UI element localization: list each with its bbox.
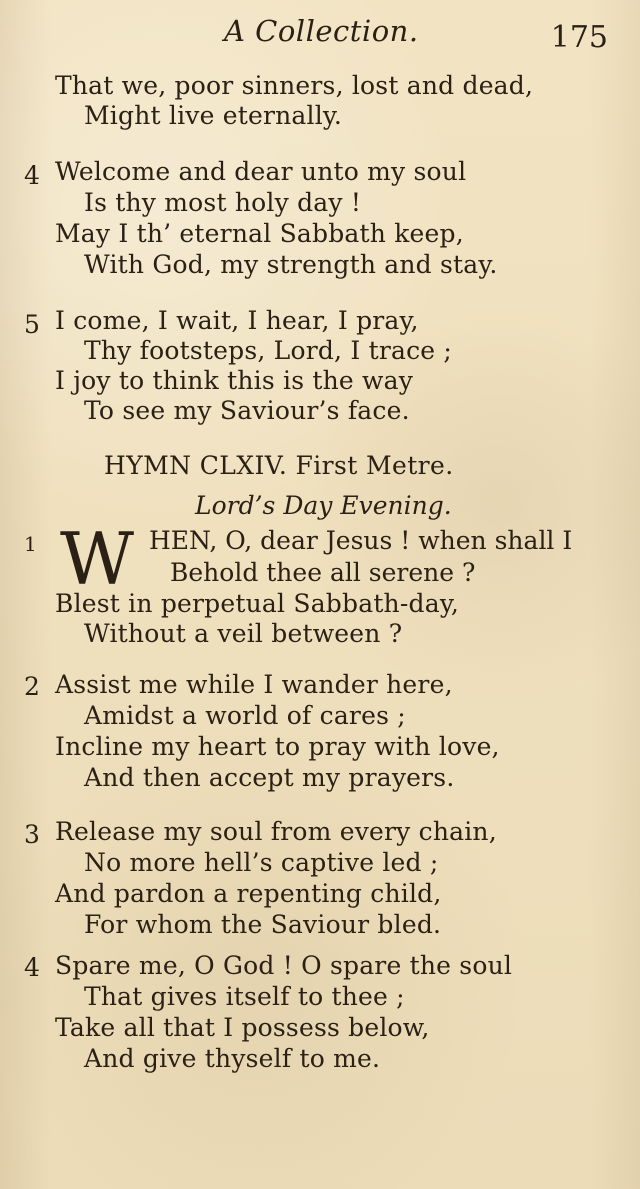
running-head: A Collection. xyxy=(224,14,419,48)
verse-line: With God, my strength and stay. xyxy=(84,250,498,279)
verse-number: 4 xyxy=(24,161,40,190)
verse-line: Release my soul from every chain, xyxy=(55,817,497,846)
verse-line: Amidst a world of cares ; xyxy=(84,701,406,730)
verse-line: No more hell’s captive led ; xyxy=(84,848,439,877)
verse-number: 1 xyxy=(24,532,37,556)
verse-line: Incline my heart to pray with love, xyxy=(55,732,500,761)
verse-line: Without a veil between ? xyxy=(84,619,403,648)
hymn-subtitle: Lord’s Day Evening. xyxy=(195,491,452,520)
verse-line: HEN, O, dear Jesus ! when shall I xyxy=(149,526,573,555)
verse-number: 5 xyxy=(24,310,40,339)
verse-line: Is thy most holy day ! xyxy=(84,188,362,217)
verse-line: To see my Saviour’s face. xyxy=(84,396,410,425)
verse-line: Blest in perpetual Sabbath-day, xyxy=(55,589,459,618)
verse-line: Behold thee all serene ? xyxy=(170,558,476,587)
verse-line: And then accept my prayers. xyxy=(84,763,455,792)
verse-line: I come, I wait, I hear, I pray, xyxy=(55,306,419,335)
verse-line: Take all that I possess below, xyxy=(55,1013,430,1042)
verse-number: 4 xyxy=(24,953,40,982)
verse-line: That we, poor sinners, lost and dead, xyxy=(55,71,534,100)
verse-line: For whom the Saviour bled. xyxy=(84,910,442,939)
verse-line: Welcome and dear unto my soul xyxy=(55,157,467,186)
verse-number: 2 xyxy=(24,672,40,701)
verse-line: And pardon a repenting child, xyxy=(55,879,442,908)
verse-line: Spare me, O God ! O spare the soul xyxy=(55,951,513,980)
verse-line: And give thyself to me. xyxy=(84,1044,381,1073)
verse-line: Might live eternally. xyxy=(84,101,343,130)
hymn-title: HYMN CLXIV. First Metre. xyxy=(104,451,454,480)
verse-line: I joy to think this is the way xyxy=(55,366,414,395)
verse-line: Assist me while I wander here, xyxy=(55,670,453,699)
verse-line: May I th’ eternal Sabbath keep, xyxy=(55,219,464,248)
verse-number: 3 xyxy=(24,820,40,849)
verse-line: Thy footsteps, Lord, I trace ; xyxy=(84,336,453,365)
verse-line: That gives itself to thee ; xyxy=(84,982,405,1011)
drop-cap: W xyxy=(60,517,135,601)
page-number: 175 xyxy=(550,20,608,55)
